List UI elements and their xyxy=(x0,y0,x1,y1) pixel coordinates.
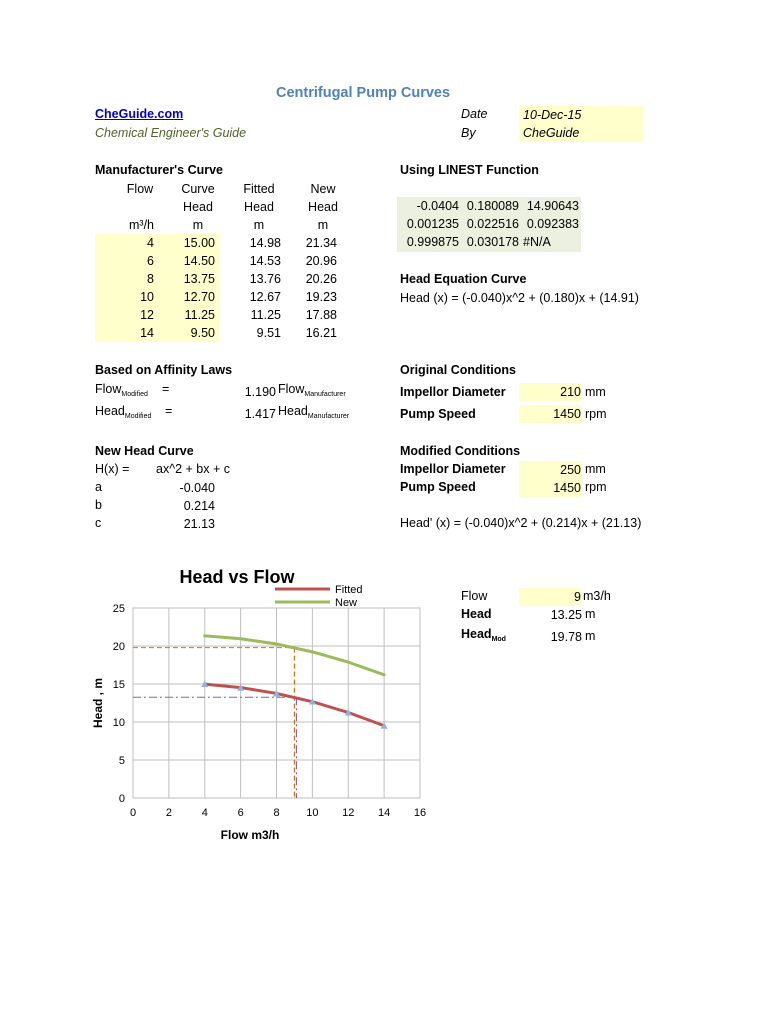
lookup-head-value: 13.25 xyxy=(550,608,582,622)
affinity-heading: Based on Affinity Laws xyxy=(95,363,233,377)
row-flow: 10 xyxy=(140,290,154,304)
y-tick-label: 15 xyxy=(112,679,125,691)
x-tick-label: 16 xyxy=(413,807,427,819)
coef-c-value: 21.13 xyxy=(183,517,215,531)
head-manufacturer-text: Head xyxy=(278,404,308,418)
modified-impellor-unit: mm xyxy=(585,462,606,476)
linest-cell: 0.092383 xyxy=(526,217,579,231)
site-tagline: Chemical Engineer's Guide xyxy=(95,126,247,140)
coef-b-value: 0.214 xyxy=(183,499,215,513)
col-header-curve-2: Head xyxy=(183,200,213,214)
lookup-head-label: Head xyxy=(461,607,492,621)
row-flow: 4 xyxy=(147,236,154,250)
row-head: 14.50 xyxy=(183,254,215,268)
original-speed-unit: rpm xyxy=(585,407,607,421)
head-modified-sub: Modified xyxy=(124,413,152,420)
modified-impellor-value[interactable]: 250 xyxy=(519,461,582,479)
linest-heading: Using LINEST Function xyxy=(400,163,539,177)
by-label: By xyxy=(461,126,476,140)
head-equation-text: Head (x) = (-0.040)x^2 + (0.180)x + (14.91) xyxy=(400,291,639,305)
y-tick-label: 25 xyxy=(112,603,125,615)
col-header-new: New xyxy=(310,182,336,196)
flow-modified-sub: Modified xyxy=(121,391,148,398)
row-new: 17.88 xyxy=(305,308,337,322)
linest-cell: 0.030178 xyxy=(466,235,519,249)
col-header-fitted-3: m xyxy=(253,218,265,232)
date-value[interactable]: 10-Dec-15 xyxy=(519,106,643,124)
row-fitted: 12.67 xyxy=(249,290,281,304)
chart-title: Head vs Flow xyxy=(179,567,295,587)
lookup-flow-value[interactable]: 9 xyxy=(519,588,582,606)
lookup-flow-label: Flow xyxy=(461,589,488,603)
col-header-new-3: m xyxy=(317,218,329,232)
x-tick-label: 2 xyxy=(165,807,172,819)
row-fitted: 14.98 xyxy=(249,236,281,250)
row-head: 12.70 xyxy=(183,290,215,304)
head-modified-label xyxy=(95,404,151,420)
chart-x-axis-label: Flow m3/h xyxy=(220,828,280,842)
linest-cell: -0.0404 xyxy=(416,199,459,213)
linest-cell: 0.180089 xyxy=(466,199,519,213)
row-flow: 6 xyxy=(147,254,154,268)
x-tick-label: 10 xyxy=(306,807,319,819)
linest-cell: #N/A xyxy=(523,235,551,249)
modified-speed-label: Pump Speed xyxy=(400,480,476,494)
modified-speed-unit: rpm xyxy=(585,480,607,494)
col-header-curve: Curve xyxy=(181,182,215,196)
flow-modified-label xyxy=(95,382,148,398)
row-flow: 8 xyxy=(147,272,154,286)
x-tick-label: 14 xyxy=(378,807,391,819)
flow-unit: m³/h xyxy=(129,218,154,232)
linest-output xyxy=(397,197,581,252)
original-impellor-label: Impellor Diameter xyxy=(400,385,506,399)
head-ratio: 1.417 xyxy=(244,407,276,421)
linest-cell: 0.001235 xyxy=(406,217,459,231)
row-fitted: 9.51 xyxy=(256,326,281,340)
row-fitted: 13.76 xyxy=(249,272,281,286)
col-header-flow: Flow xyxy=(126,182,154,196)
y-tick-label: 20 xyxy=(112,641,125,653)
row-head: 15.00 xyxy=(183,236,215,250)
original-heading: Original Conditions xyxy=(400,363,516,377)
legend-label-fitted: Fitted xyxy=(335,584,363,596)
row-head: 11.25 xyxy=(184,308,215,322)
head-vs-flow-chart xyxy=(85,560,435,850)
row-new: 20.96 xyxy=(305,254,337,268)
head-manufacturer-sub: Manufacturer xyxy=(307,413,350,420)
linest-cell: 0.022516 xyxy=(466,217,519,231)
legend-label-new: New xyxy=(335,597,358,609)
lookup-headmod-sub: Mod xyxy=(491,636,506,643)
coef-b-label: b xyxy=(95,498,102,512)
head-equals: = xyxy=(165,404,173,418)
flow-equals: = xyxy=(162,382,170,396)
modified-impellor-label: Impellor Diameter xyxy=(400,462,506,476)
row-head: 13.75 xyxy=(183,272,215,286)
lookup-headmod-label xyxy=(461,627,506,643)
original-impellor-unit: mm xyxy=(585,385,606,399)
modified-speed-value[interactable]: 1450 xyxy=(519,479,582,497)
lookup-headmod-value: 19.78 xyxy=(550,630,582,644)
y-tick-label: 10 xyxy=(112,717,125,729)
x-tick-label: 12 xyxy=(342,807,355,819)
original-impellor-value[interactable]: 210 xyxy=(519,383,582,401)
new-head-equation: Head' (x) = (-0.040)x^2 + (0.214)x + (21.13) xyxy=(400,516,642,530)
new-curve-heading: New Head Curve xyxy=(95,444,194,458)
hx-label: H(x) = xyxy=(95,462,130,476)
flow-manufacturer-text: Flow xyxy=(278,382,305,396)
lookup-flow-unit: m3/h xyxy=(583,589,611,603)
row-new: 20.26 xyxy=(305,272,337,286)
row-head: 9.50 xyxy=(190,326,215,340)
row-flow: 14 xyxy=(140,326,154,340)
manufacturer-heading: Manufacturer's Curve xyxy=(95,163,224,177)
y-tick-label: 0 xyxy=(118,793,125,805)
row-fitted: 11.25 xyxy=(250,308,281,322)
page-title: Centrifugal Pump Curves xyxy=(276,85,451,101)
site-link[interactable]: CheGuide.com xyxy=(95,107,184,121)
col-header-fitted: Fitted xyxy=(243,182,275,196)
original-speed-label: Pump Speed xyxy=(400,407,476,421)
coef-a-label: a xyxy=(95,480,102,494)
row-new: 16.21 xyxy=(305,326,337,340)
flow-ratio: 1.190 xyxy=(244,385,276,399)
head-equation-heading: Head Equation Curve xyxy=(400,272,527,286)
head-manufacturer-label xyxy=(278,404,349,420)
col-header-new-2: Head xyxy=(308,200,338,214)
linest-cell: 14.90643 xyxy=(526,199,579,213)
x-tick-label: 0 xyxy=(129,807,137,819)
col-header-fitted-2: Head xyxy=(244,200,274,214)
col-header-curve-3: m xyxy=(192,218,204,232)
lookup-headmod-text: Head xyxy=(461,627,492,641)
flow-manufacturer-sub: Manufacturer xyxy=(304,391,346,398)
head-modified-text: Head xyxy=(95,404,125,418)
x-tick-label: 8 xyxy=(273,807,280,819)
chart-y-axis-label: Head , m xyxy=(91,677,105,729)
x-tick-label: 4 xyxy=(201,807,208,819)
original-speed-value[interactable]: 1450 xyxy=(519,405,582,423)
y-tick-label: 5 xyxy=(118,755,125,767)
row-flow: 12 xyxy=(140,308,154,322)
modified-heading: Modified Conditions xyxy=(400,444,521,458)
date-label: Date xyxy=(461,107,488,121)
flow-manufacturer-label xyxy=(278,382,346,398)
row-new: 21.34 xyxy=(305,236,337,250)
coef-c-label: c xyxy=(95,516,102,530)
coef-a-value: -0.040 xyxy=(179,481,215,495)
hx-expression: ax^2 + bx + c xyxy=(156,462,230,476)
row-fitted: 14.53 xyxy=(249,254,281,268)
flow-modified-text: Flow xyxy=(95,382,122,396)
x-tick-label: 6 xyxy=(237,807,244,819)
linest-cell: 0.999875 xyxy=(406,235,459,249)
by-value[interactable]: CheGuide xyxy=(519,124,643,142)
lookup-headmod-unit: m xyxy=(585,629,596,643)
row-new: 19.23 xyxy=(305,290,337,304)
lookup-head-unit: m xyxy=(585,607,596,621)
